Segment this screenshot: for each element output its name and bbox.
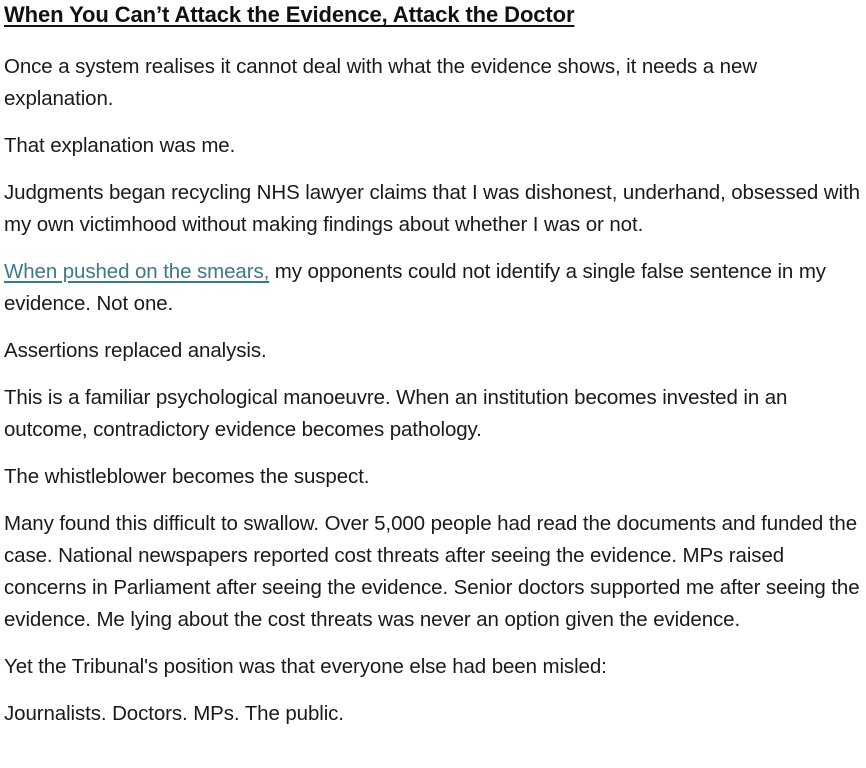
paragraph-6: This is a familiar psychological manoeuvre. When an institution becomes invested in an outcome, contradictory evidence becomes pathology.: [4, 386, 788, 441]
paragraph-9: Yet the Tribunal's position was that everyone else had been misled:: [4, 655, 607, 678]
article: [4, 0, 862, 730]
paragraph-10: Journalists. Doctors. MPs. The public.: [4, 702, 344, 725]
paragraph-5: Assertions replaced analysis.: [4, 339, 267, 362]
paragraph-4-text: my opponents could not identify a single false sentence in my evidence. Not one.: [4, 260, 826, 315]
paragraph-8: Many found this difficult to swallow. Over 5,000 people had read the documents and funded the case. National newspapers reported cost threats after seeing the evidence. MPs raised concerns in Parliament after seeing the evidence. Senior doctors supported me after seeing the evidence. Me lying about the cost threats was never an option given the evidence.: [4, 512, 860, 631]
paragraph-3: Judgments began recycling NHS lawyer claims that I was dishonest, underhand, obsessed with my own victimhood without making findings about whether I was or not.: [4, 181, 860, 236]
article-title: When You Can’t Attack the Evidence, Attack the Doctor: [4, 2, 575, 27]
smears-link[interactable]: When pushed on the smears,: [4, 260, 270, 283]
paragraph-2: That explanation was me.: [4, 134, 236, 157]
paragraph-7: The whistleblower becomes the suspect.: [4, 465, 370, 488]
paragraph-4: [4, 256, 862, 320]
paragraph-1: Once a system realises it cannot deal with what the evidence shows, it needs a new explanation.: [4, 55, 757, 110]
